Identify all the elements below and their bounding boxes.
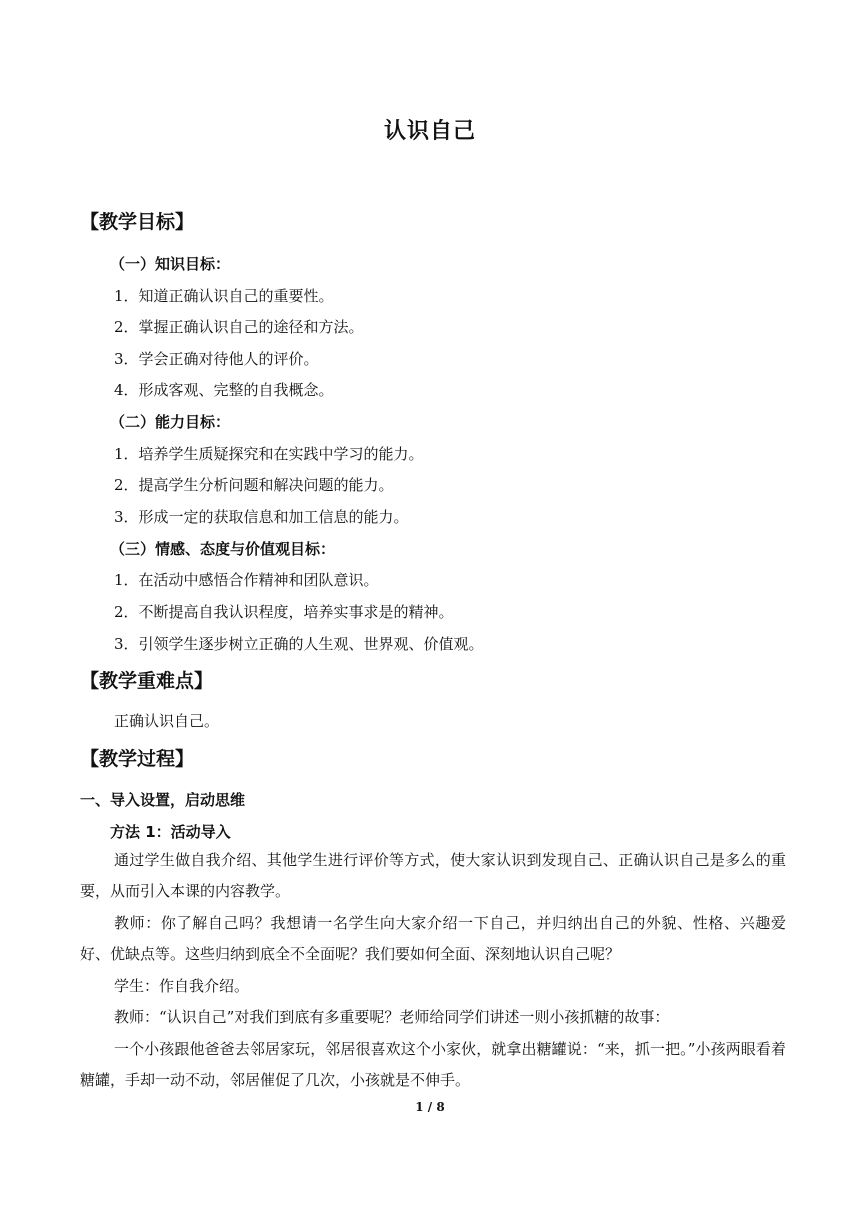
section-heading-process: 【教学过程】	[80, 748, 195, 770]
list-item: 2．提高学生分析问题和解决问题的能力。	[114, 476, 394, 494]
list-item: 1．知道正确认识自己的重要性。	[114, 287, 334, 305]
list-item: 3．引领学生逐步树立正确的人生观、世界观、价值观。	[114, 635, 484, 653]
keypoints-text: 正确认识自己。	[114, 712, 220, 730]
paragraph: 学生：作自我介绍。	[114, 977, 250, 995]
section-heading-objectives: 【教学目标】	[80, 211, 195, 233]
list-item: 2．掌握正确认识自己的途径和方法。	[114, 318, 364, 336]
subheading-ability: （二）能力目标：	[110, 413, 231, 431]
paragraph: 一个小孩跟他爸爸去邻居家玩，邻居很喜欢这个小家伙，就拿出糖罐说：“来，抓一把。”小孩两眼看着糖罐，手却一动不动，邻居催促了几次，小孩就是不伸手。	[80, 1040, 786, 1089]
page-title: 认识自己	[383, 119, 476, 144]
list-item: 1．在活动中感悟合作精神和团队意识。	[114, 571, 379, 589]
list-item: 3．学会正确对待他人的评价。	[114, 350, 319, 368]
section-heading-keypoints: 【教学重难点】	[80, 670, 214, 692]
list-item: 2．不断提高自我认识程度，培养实事求是的精神。	[114, 603, 454, 621]
subheading-knowledge: （一）知识目标：	[110, 255, 231, 273]
subheading-emotion: （三）情感、态度与价值观目标：	[110, 540, 336, 558]
paragraph: 通过学生做自我介绍、其他学生进行评价等方式，使大家认识到发现自己、正确认识自己是多么的重要，从而引入本课的内容教学。	[80, 851, 786, 900]
method-heading: 方法 1：活动导入	[110, 823, 231, 841]
list-item: 1．培养学生质疑探究和在实践中学习的能力。	[114, 445, 424, 463]
part-heading: 一、导入设置，启动思维	[80, 791, 246, 809]
page-number: 1 / 8	[415, 1100, 445, 1114]
paragraph: 教师：“认识自己”对我们到底有多重要呢？老师给同学们讲述一则小孩抓糖的故事：	[114, 1008, 670, 1026]
list-item: 3．形成一定的获取信息和加工信息的能力。	[114, 508, 409, 526]
list-item: 4．形成客观、完整的自我概念。	[114, 381, 334, 399]
paragraph: 教师：你了解自己吗？我想请一名学生向大家介绍一下自己，并归纳出自己的外貌、性格、兴趣爱好、优缺点等。这些归纳到底全不全面呢？我们要如何全面、深刻地认识自己呢？	[80, 914, 786, 963]
